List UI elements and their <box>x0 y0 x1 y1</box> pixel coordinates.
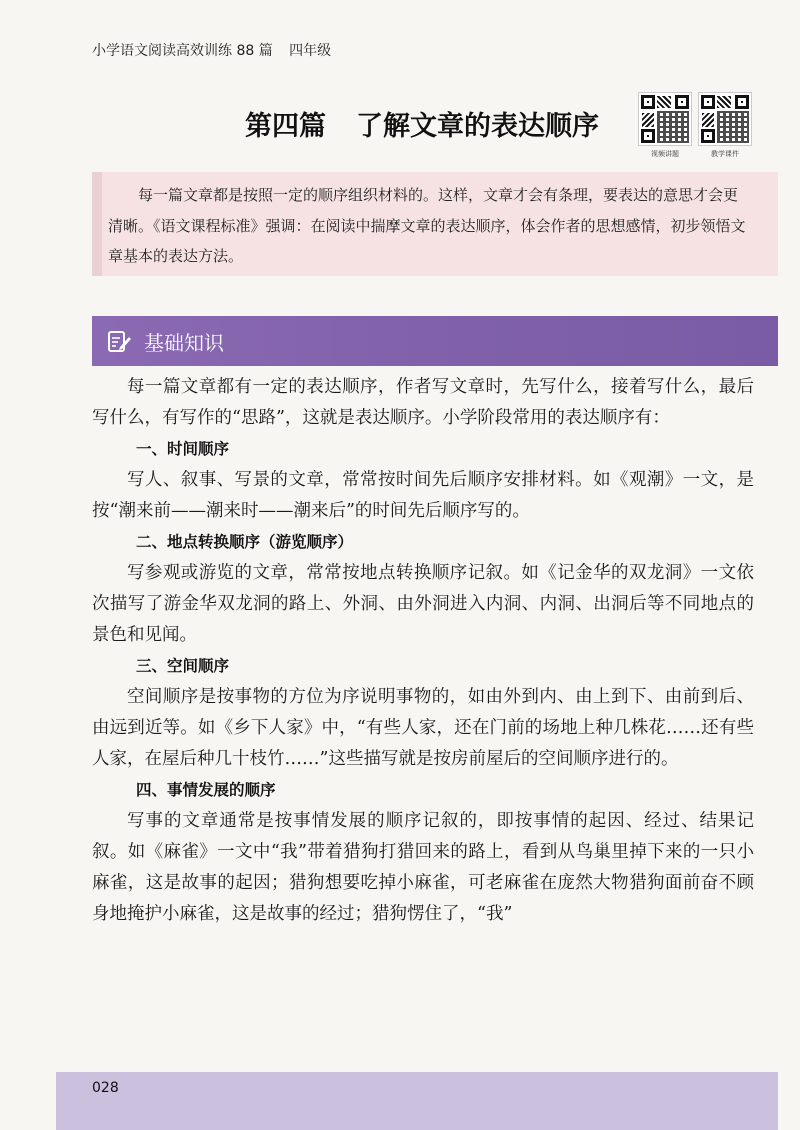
paragraph-space-order: 空间顺序是按事物的方位为序说明事物的，如由外到内、由上到下、由前到后、由远到近等。如《乡下人家》中，“有些人家，还在门前的场地上种几株花……还有些人家，在屋后种几十枝竹……”这些描写就是按房前屋后的空间顺序进行的。 <box>92 687 754 769</box>
chapter-title <box>245 104 599 143</box>
page-number: 028 <box>92 1080 119 1096</box>
grade-label: 四年级 <box>289 43 332 59</box>
intro-box <box>92 172 778 276</box>
qr-label-courseware: 教学课件 <box>711 150 739 158</box>
chapter-number: 第四篇 <box>245 111 326 142</box>
chapter-title-text: 了解文章的表达顺序 <box>356 111 599 142</box>
heading-place-order: 二、地点转换顺序（游览顺序） <box>136 533 354 551</box>
qr-code-icon <box>698 92 752 146</box>
running-header <box>92 40 331 60</box>
footer-band <box>56 1072 778 1130</box>
section-title: 基础知识 <box>144 331 224 355</box>
intro-text: 每一篇文章都是按照一定的顺序组织材料的。这样，文章才会有条理，要表达的意思才会更清晰。《语文课程标准》强调：在阅读中揣摩文章的表达顺序，体会作者的思想感情，初步领悟文章基本的表达方法。 <box>108 186 746 265</box>
paragraph-event-order: 写事的文章通常是按事情发展的顺序记叙的，即按事情的起因、经过、结果记叙。如《麻雀》一文中“我”带着猎狗打猎回来的路上，看到从鸟巢里掉下来的一只小麻雀，这是故事的起因；猎狗想要吃掉小麻雀，可老麻雀在庞然大物猎狗面前奋不顾身地掩护小麻雀，这是故事的经过；猎狗愣住了，“我” <box>92 811 754 924</box>
section-header <box>92 316 778 366</box>
paragraph-place-order: 写参观或游览的文章，常常按地点转换顺序记叙。如《记金华的双龙洞》一文依次描写了游金华双龙洞的路上、外洞、由外洞进入内洞、内洞、出洞后等不同地点的景色和见闻。 <box>92 563 754 645</box>
heading-time-order: 一、时间顺序 <box>136 440 230 458</box>
paragraph-time-order: 写人、叙事、写景的文章，常常按时间先后顺序安排材料。如《观潮》一文，是按“潮来前——潮来时——潮来后”的时间先后顺序写的。 <box>92 470 754 521</box>
qr-code-icon <box>638 92 692 146</box>
heading-event-order: 四、事情发展的顺序 <box>136 781 276 799</box>
qr-label-video: 视频讲题 <box>651 150 679 158</box>
qr-courseware <box>698 92 752 159</box>
intro-paragraph: 每一篇文章都有一定的表达顺序，作者写文章时，先写什么，接着写什么，最后写什么，有写作的“思路”，这就是表达顺序。小学阶段常用的表达顺序有： <box>92 377 754 428</box>
book-title: 小学语文阅读高效训练 88 篇 <box>92 43 273 59</box>
body-text <box>92 372 754 930</box>
heading-space-order: 三、空间顺序 <box>136 657 230 675</box>
qr-video <box>638 92 692 159</box>
notepad-pencil-icon <box>106 328 132 354</box>
